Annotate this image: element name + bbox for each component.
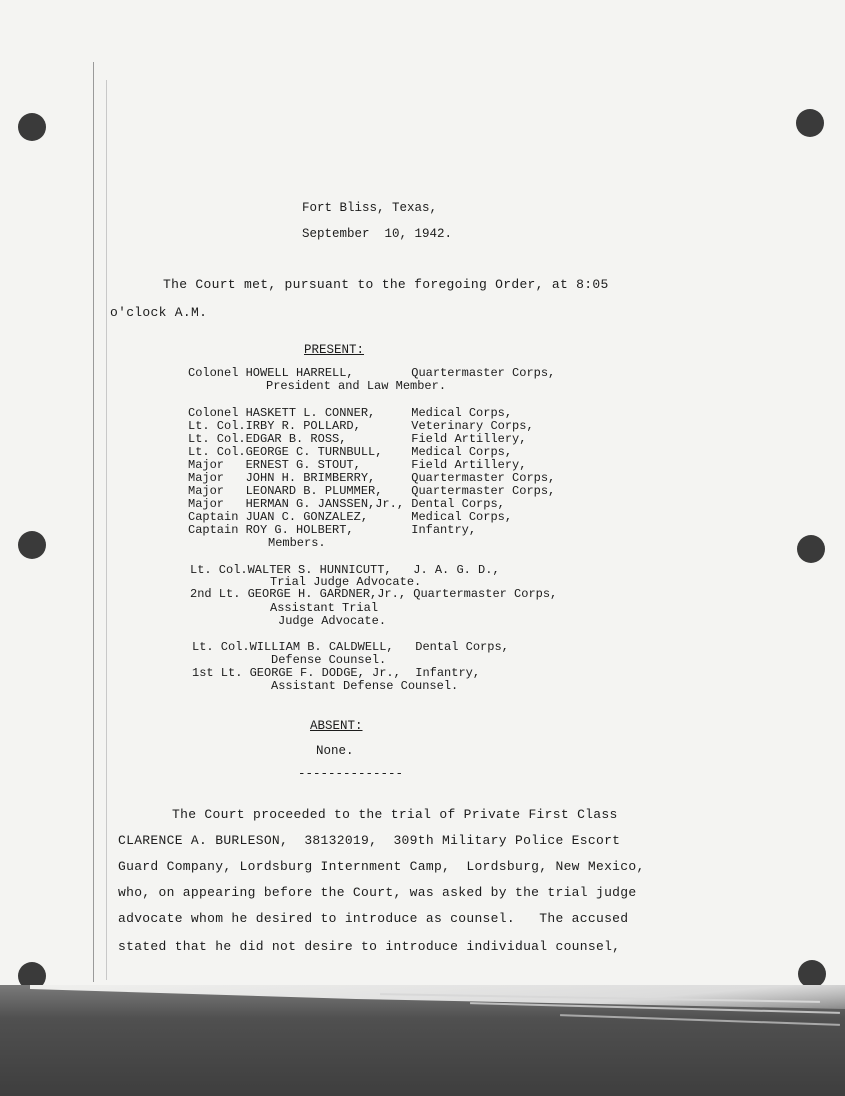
header-date: September 10, 1942. (302, 227, 453, 241)
member-row: Captain JUAN C. GONZALEZ, Medical Corps, (188, 510, 513, 524)
member-row: Lt. Col.IRBY R. POLLARD, Veterinary Corps, (188, 419, 534, 433)
member-row: Major LEONARD B. PLUMMER, Quartermaster Corps, (188, 484, 556, 498)
body-line: stated that he did not desire to introduce individual counsel, (118, 939, 621, 954)
scanner-bottom-shadow (0, 985, 845, 1096)
assistant-defense-line-2: Assistant Defense Counsel. (271, 679, 459, 693)
page-edge (93, 62, 94, 982)
members-label: Members. (268, 536, 326, 550)
trial-judge-advocate-line-2: Trial Judge Advocate. (270, 575, 422, 589)
binder-hole-mid-left (18, 531, 46, 559)
member-row: Captain ROY G. HOLBERT, Infantry, (188, 523, 477, 537)
member-row: Colonel HASKETT L. CONNER, Medical Corps, (188, 406, 513, 420)
body-line: Guard Company, Lordsburg Internment Camp, Lordsburg, New Mexico, (118, 859, 645, 874)
binder-hole-top-left (18, 113, 46, 141)
trial-judge-advocate-line-1: Lt. Col.WALTER S. HUNNICUTT, J. A. G. D., (190, 563, 500, 577)
member-row: Lt. Col.EDGAR B. ROSS, Field Artillery, (188, 432, 527, 446)
assistant-tja-line-2: Assistant Trial (270, 601, 379, 615)
assistant-defense-line-1: 1st Lt. GEORGE F. DODGE, Jr., Infantry, (192, 666, 481, 680)
member-row: Major HERMAN G. JANSSEN,Jr., Dental Corps, (188, 497, 505, 511)
separator: -------------- (298, 767, 404, 781)
member-row: Lt. Col.GEORGE C. TURNBULL, Medical Corps, (188, 445, 513, 459)
president-line-2: President and Law Member. (266, 379, 447, 393)
body-line: who, on appearing before the Court, was asked by the trial judge (118, 885, 637, 900)
binder-hole-mid-right (797, 535, 825, 563)
present-heading: PRESENT: (304, 343, 365, 357)
body-line: advocate whom he desired to introduce as counsel. The accused (118, 911, 629, 926)
opening-line-2: o'clock A.M. (110, 305, 208, 320)
binder-hole-top-right (796, 109, 824, 137)
body-line: CLARENCE A. BURLESON, 38132019, 309th Military Police Escort (118, 833, 621, 848)
defense-counsel-line-2: Defense Counsel. (271, 653, 387, 667)
assistant-tja-line-3: Judge Advocate. (278, 614, 387, 628)
binder-hole-bottom-right (798, 960, 826, 988)
absent-value: None. (316, 744, 354, 758)
assistant-tja-line-1: 2nd Lt. GEORGE H. GARDNER,Jr., Quartermaster Corps, (190, 587, 558, 601)
president-line-1: Colonel HOWELL HARRELL, Quartermaster Corps, (188, 366, 556, 380)
opening-line-1: The Court met, pursuant to the foregoing Order, at 8:05 (163, 277, 609, 292)
member-row: Major ERNEST G. STOUT, Field Artillery, (188, 458, 527, 472)
defense-counsel-line-1: Lt. Col.WILLIAM B. CALDWELL, Dental Corps, (192, 640, 509, 654)
page-edge-inner (106, 80, 107, 980)
header-place: Fort Bliss, Texas, (302, 201, 438, 215)
body-line: The Court proceeded to the trial of Private First Class (172, 807, 618, 822)
member-row: Major JOHN H. BRIMBERRY, Quartermaster Corps, (188, 471, 556, 485)
absent-heading: ABSENT: (310, 719, 363, 733)
